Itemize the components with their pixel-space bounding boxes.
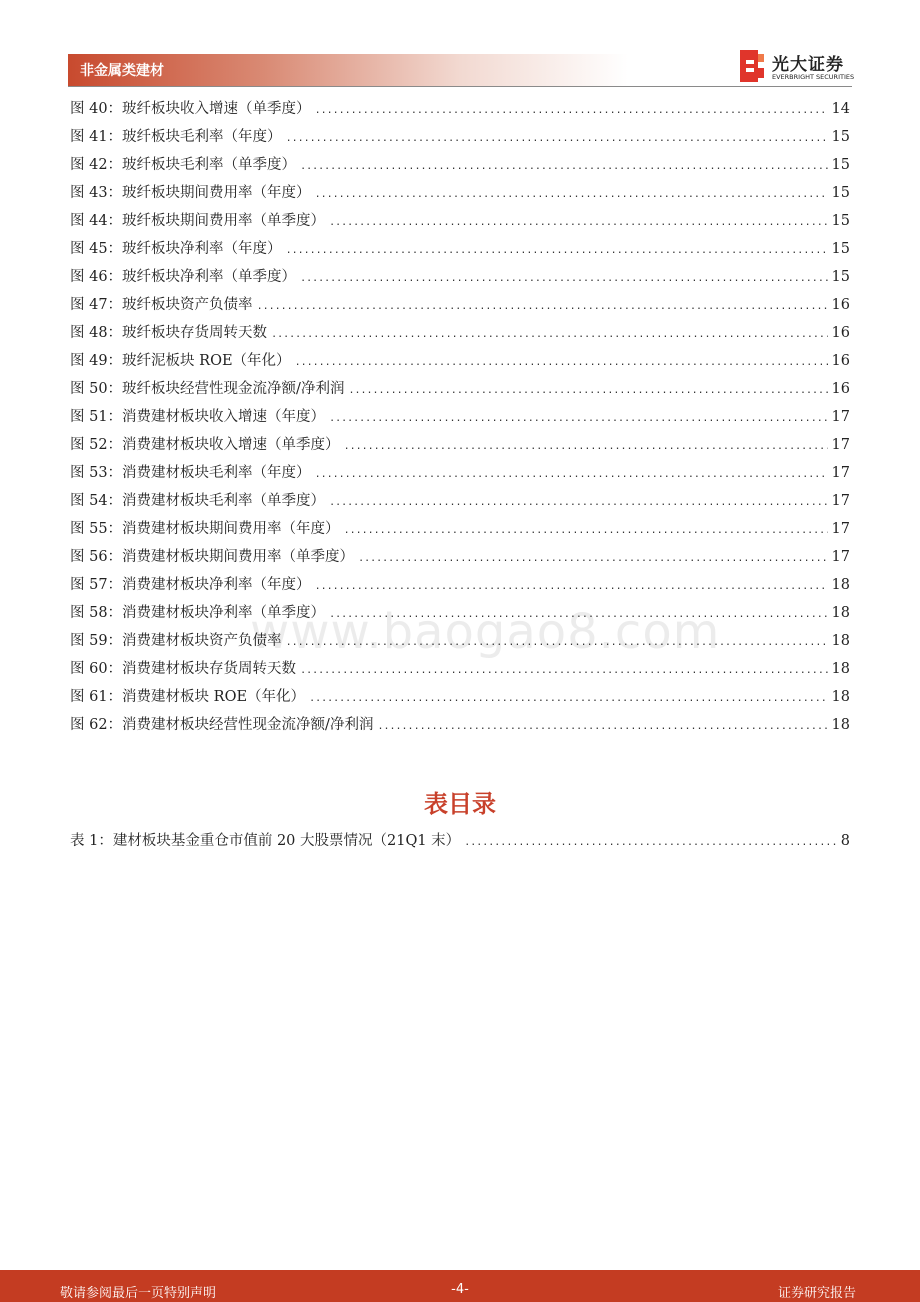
watermark: www.baogao8.com xyxy=(250,604,721,660)
toc-entry-page[interactable]: 18 xyxy=(831,605,850,621)
toc-entry[interactable] xyxy=(70,319,850,347)
toc-entry-label[interactable]: 图 41：玻纤板块毛利率（年度） xyxy=(70,129,282,145)
toc-entry-label[interactable]: 图 42：玻纤板块毛利率（单季度） xyxy=(70,157,297,173)
toc-leader-dots xyxy=(377,713,827,741)
toc-leader-dots xyxy=(348,377,827,405)
toc-entry-page[interactable]: 18 xyxy=(831,633,850,649)
toc-leader-dots xyxy=(358,545,827,573)
toc-entry-page[interactable]: 17 xyxy=(831,409,850,425)
toc-entry[interactable] xyxy=(70,403,850,431)
toc-leader-dots xyxy=(329,489,827,517)
figures-toc xyxy=(70,95,850,739)
toc-entry[interactable] xyxy=(70,235,850,263)
toc-leader-dots xyxy=(300,265,827,293)
footer-disclaimer: 敬请参阅最后一页特别声明 xyxy=(60,1286,217,1301)
toc-entry-label[interactable]: 图 40：玻纤板块收入增速（单季度） xyxy=(70,101,311,117)
toc-entry-page[interactable]: 16 xyxy=(831,381,850,397)
brand-logo xyxy=(738,48,854,84)
toc-leader-dots xyxy=(464,829,837,857)
toc-entry[interactable] xyxy=(70,179,850,207)
toc-leader-dots xyxy=(300,657,827,685)
toc-entry-page[interactable]: 18 xyxy=(831,661,850,677)
toc-entry-label[interactable]: 图 53：消费建材板块毛利率（年度） xyxy=(70,465,311,481)
toc-entry[interactable] xyxy=(70,431,850,459)
toc-leader-dots xyxy=(295,349,828,377)
toc-entry-page[interactable]: 15 xyxy=(831,269,850,285)
toc-entry-label[interactable]: 图 52：消费建材板块收入增速（单季度） xyxy=(70,437,340,453)
toc-entry-label[interactable]: 图 54：消费建材板块毛利率（单季度） xyxy=(70,493,326,509)
toc-entry-page[interactable]: 16 xyxy=(831,325,850,341)
toc-entry-page[interactable]: 17 xyxy=(831,521,850,537)
toc-leader-dots xyxy=(257,293,828,321)
toc-entry[interactable] xyxy=(70,827,850,855)
toc-entry[interactable] xyxy=(70,711,850,739)
toc-leader-dots xyxy=(286,125,828,153)
toc-entry-page[interactable]: 18 xyxy=(831,689,850,705)
toc-entry-page[interactable]: 8 xyxy=(840,833,850,849)
toc-entry-label[interactable]: 图 47：玻纤板块资产负债率 xyxy=(70,297,253,313)
page-number: -4- xyxy=(451,1282,469,1297)
toc-entry-label[interactable]: 图 57：消费建材板块净利率（年度） xyxy=(70,577,311,593)
toc-entry-label[interactable]: 图 62：消费建材板块经营性现金流净额/净利润 xyxy=(70,717,374,733)
toc-entry[interactable] xyxy=(70,459,850,487)
toc-entry[interactable] xyxy=(70,123,850,151)
toc-entry-label[interactable]: 图 60：消费建材板块存货周转天数 xyxy=(70,661,297,677)
header-section-title: 非金属类建材 xyxy=(80,63,164,79)
toc-leader-dots xyxy=(300,153,827,181)
everbright-logo-icon xyxy=(738,48,766,84)
toc-leader-dots xyxy=(329,405,827,433)
toc-leader-dots xyxy=(315,181,828,209)
toc-entry-label[interactable]: 图 43：玻纤板块期间费用率（年度） xyxy=(70,185,311,201)
toc-entry-page[interactable]: 17 xyxy=(831,493,850,509)
toc-entry[interactable] xyxy=(70,627,850,655)
toc-entry[interactable] xyxy=(70,375,850,403)
toc-leader-dots xyxy=(329,601,827,629)
toc-entry[interactable] xyxy=(70,151,850,179)
toc-entry-page[interactable]: 15 xyxy=(831,185,850,201)
toc-entry-label[interactable]: 图 46：玻纤板块净利率（单季度） xyxy=(70,269,297,285)
toc-entry-page[interactable]: 16 xyxy=(831,297,850,313)
toc-leader-dots xyxy=(315,573,828,601)
toc-leader-dots xyxy=(344,433,828,461)
toc-entry-page[interactable]: 17 xyxy=(831,437,850,453)
toc-leader-dots xyxy=(315,461,828,489)
toc-leader-dots xyxy=(271,321,827,349)
toc-entry-label[interactable]: 图 44：玻纤板块期间费用率（单季度） xyxy=(70,213,326,229)
toc-entry[interactable] xyxy=(70,515,850,543)
toc-entry[interactable] xyxy=(70,263,850,291)
toc-entry[interactable] xyxy=(70,683,850,711)
toc-entry-label[interactable]: 图 56：消费建材板块期间费用率（单季度） xyxy=(70,549,355,565)
toc-entry[interactable] xyxy=(70,599,850,627)
toc-leader-dots xyxy=(344,517,828,545)
footer-bar xyxy=(0,1270,920,1302)
toc-entry-label[interactable]: 图 58：消费建材板块净利率（单季度） xyxy=(70,605,326,621)
toc-leader-dots xyxy=(329,209,827,237)
toc-entry-page[interactable]: 18 xyxy=(831,577,850,593)
toc-entry-label[interactable]: 表 1：建材板块基金重仓市值前 20 大股票情况（21Q1 末） xyxy=(70,833,461,849)
toc-entry-label[interactable]: 图 61：消费建材板块 ROE（年化） xyxy=(70,689,306,705)
toc-entry-label[interactable]: 图 55：消费建材板块期间费用率（年度） xyxy=(70,521,340,537)
toc-leader-dots xyxy=(309,685,827,713)
toc-entry-label[interactable]: 图 59：消费建材板块资产负债率 xyxy=(70,633,282,649)
toc-leader-dots xyxy=(315,97,828,125)
toc-entry-page[interactable]: 16 xyxy=(831,353,850,369)
toc-leader-dots xyxy=(286,629,828,657)
toc-entry[interactable] xyxy=(70,571,850,599)
toc-entry-page[interactable]: 15 xyxy=(831,157,850,173)
tables-section-title: 表目录 xyxy=(424,790,496,818)
toc-leader-dots xyxy=(286,237,828,265)
tables-toc xyxy=(70,827,850,855)
toc-entry-label[interactable]: 图 50：玻纤板块经营性现金流净额/净利润 xyxy=(70,381,345,397)
header-divider xyxy=(68,86,852,87)
toc-entry-label[interactable]: 图 45：玻纤板块净利率（年度） xyxy=(70,241,282,257)
toc-entry-page[interactable]: 17 xyxy=(831,549,850,565)
toc-entry-label[interactable]: 图 51：消费建材板块收入增速（年度） xyxy=(70,409,326,425)
toc-entry[interactable] xyxy=(70,543,850,571)
toc-entry[interactable] xyxy=(70,487,850,515)
toc-entry-page[interactable]: 15 xyxy=(831,129,850,145)
toc-entry-label[interactable]: 图 49：玻纤泥板块 ROE（年化） xyxy=(70,353,291,369)
toc-entry-page[interactable]: 15 xyxy=(831,213,850,229)
toc-entry[interactable] xyxy=(70,207,850,235)
toc-entry[interactable] xyxy=(70,655,850,683)
toc-entry[interactable] xyxy=(70,347,850,375)
toc-entry-page[interactable]: 14 xyxy=(831,101,850,117)
toc-entry-page[interactable]: 15 xyxy=(831,241,850,257)
footer-report-type: 证券研究报告 xyxy=(777,1286,856,1301)
toc-entry[interactable] xyxy=(70,291,850,319)
toc-entry[interactable] xyxy=(70,95,850,123)
toc-entry-page[interactable]: 17 xyxy=(831,465,850,481)
toc-entry-page[interactable]: 18 xyxy=(831,717,850,733)
logo-cn-text: 光大证券 xyxy=(772,55,844,75)
logo-en-text: EVERBRIGHT SECURITIES xyxy=(772,73,855,81)
toc-entry-label[interactable]: 图 48：玻纤板块存货周转天数 xyxy=(70,325,268,341)
